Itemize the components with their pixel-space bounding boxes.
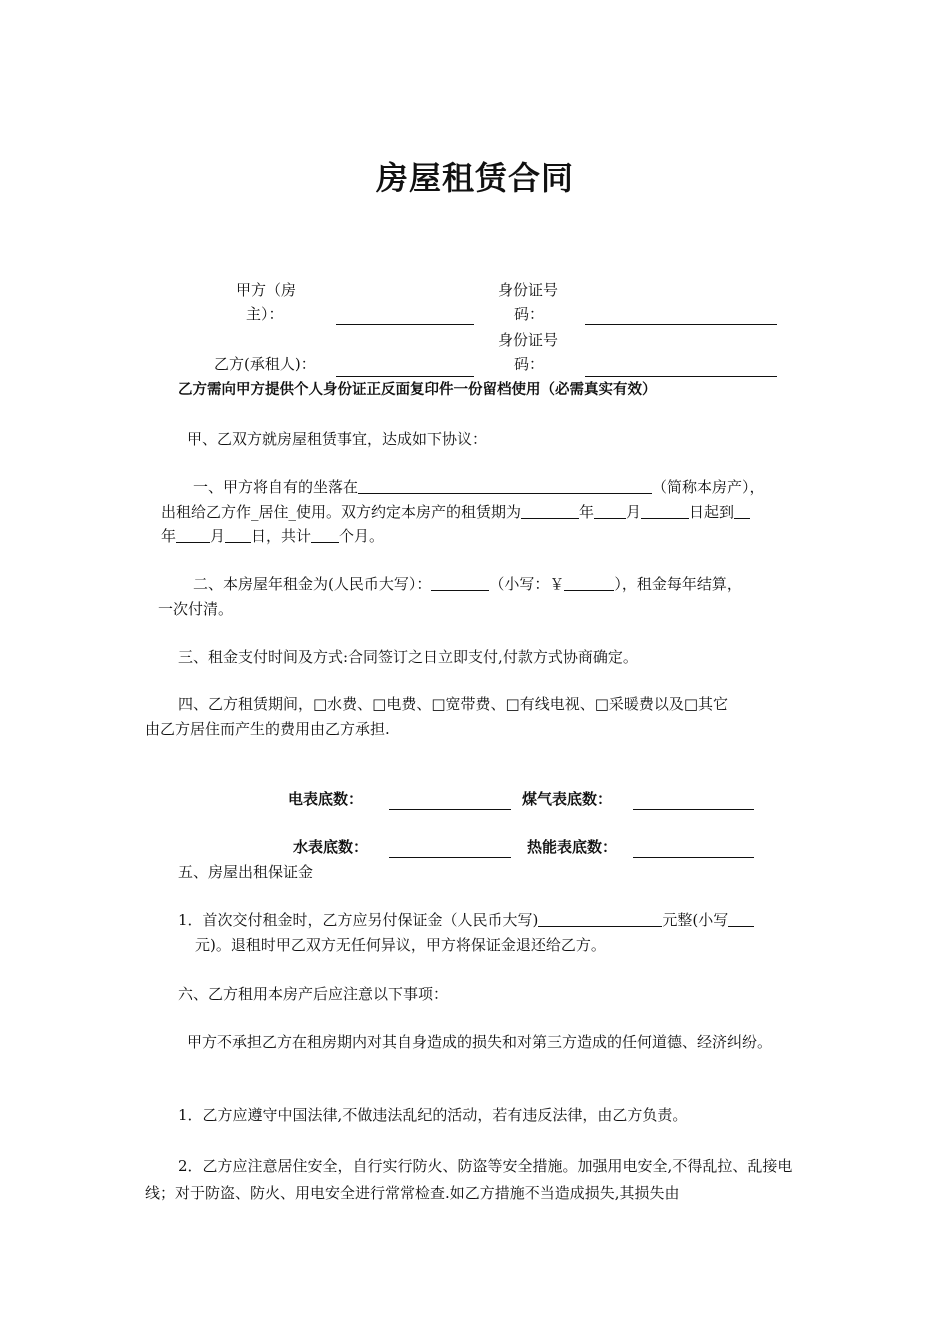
annual-rent-label: 二、本房屋年租金为(人民币大写）： [193, 575, 432, 593]
clause-5-line1 [178, 908, 754, 933]
gas-meter-label: 煤气表底数： [522, 790, 613, 808]
lease-end-month-field[interactable] [176, 526, 210, 543]
clause-6-item-1: 1．乙方应遵守中国法律,不做违法乱纪的活动，若有违反法律，由乙方负责。 [178, 1106, 688, 1124]
gas-meter-field[interactable] [633, 809, 754, 810]
deposit-uppercase-field[interactable] [538, 910, 662, 927]
rent-settlement-text: ），租金每年结算， [614, 575, 742, 593]
clause-2-line1 [193, 572, 742, 597]
clause-5-heading: 五、房屋出租保证金 [178, 863, 314, 881]
clause-5-line2: 元)。退租时甲乙双方无任何异议，甲方将保证金退还给乙方。 [195, 936, 606, 954]
party-b-name-field[interactable] [336, 376, 474, 377]
clause-1-text-c: 出租给乙方作_居住_使用。双方约定本房产的租赁期为 [161, 503, 522, 521]
lease-start-day-field[interactable] [641, 502, 689, 519]
water-meter-field[interactable] [389, 857, 511, 858]
id-number-b-label-line2: 码： [514, 355, 545, 373]
party-a-label-line1: 甲方（房 [236, 281, 297, 299]
from-to-label: 日起到 [689, 503, 735, 521]
rent-lowercase-label: （小写：￥ [489, 575, 565, 593]
clause-6-item-2: 2．乙方应注意居住安全，自行实行防火、防盗等安全措施。加强用电安全,不得乱拉、乱接电线；对于防盗、防火、用电安全进行常常检查.如乙方措施不当造成损失,其损失由 [145, 1157, 793, 1202]
clause-6-heading: 六、乙方租用本房产后应注意以下事项： [178, 985, 449, 1003]
clause-1-text-b: （简称本房产）， [652, 478, 765, 496]
lease-end-day-field[interactable] [225, 526, 251, 543]
clause-3: 三、租金支付时间及方式:合同签订之日立即支付,付款方式协商确定。 [178, 648, 638, 666]
party-a-name-field[interactable] [336, 324, 474, 325]
intro-paragraph: 甲、乙双方就房屋租赁事宜，达成如下协议： [187, 430, 488, 448]
party-a-label-line2: 主）： [246, 305, 284, 323]
year-label: 年 [579, 503, 595, 521]
id-copy-notice: 乙方需向甲方提供个人身份证正反面复印件一份留档使用（必需真实有效） [178, 382, 657, 398]
clause-1-line2 [161, 500, 750, 525]
electric-meter-field[interactable] [389, 809, 511, 810]
lease-months-field[interactable] [311, 526, 339, 543]
deposit-text: 1．首次交付租金时，乙方应另付保证金（人民币大写) [178, 911, 539, 929]
total-label: 日，共计 [251, 527, 312, 545]
deposit-lowercase-field[interactable] [728, 910, 754, 927]
property-address-field[interactable] [358, 477, 652, 494]
clause-1-line3 [161, 524, 384, 549]
clause-4-line1: 四、乙方租赁期间，□水费、□电费、□宽带费、□有线电视、□采暖费以及□其它 [178, 695, 729, 713]
water-meter-label: 水表底数： [293, 838, 369, 856]
heat-meter-label: 热能表底数： [527, 838, 618, 856]
rent-uppercase-field[interactable] [431, 574, 489, 591]
lease-start-year-field[interactable] [521, 502, 579, 519]
months-label: 个月。 [339, 527, 385, 545]
lease-start-month-field[interactable] [594, 502, 626, 519]
id-number-b-label-line1: 身份证号 [498, 331, 559, 349]
clause-6-disclaimer: 甲方不承担乙方在租房期内对其自身造成的损失和对第三方造成的任何道德、经济纠纷。 [187, 1033, 773, 1051]
electric-meter-label: 电表底数： [288, 790, 364, 808]
month-label: 月 [210, 527, 226, 545]
party-a-id-field[interactable] [585, 324, 777, 325]
page-title: 房屋租赁合同 [375, 159, 574, 197]
clause-4-line2: 由乙方居住而产生的费用由乙方承担. [145, 720, 390, 738]
year-label: 年 [161, 527, 177, 545]
id-number-label-line1: 身份证号 [498, 281, 559, 299]
lease-end-year-field[interactable] [734, 502, 750, 519]
clause-1-text-a: 一、甲方将自有的坐落在 [193, 478, 359, 496]
clause-1-line1 [193, 475, 765, 500]
heat-meter-field[interactable] [633, 857, 754, 858]
month-label: 月 [626, 503, 642, 521]
party-b-label: 乙方(承租人)： [214, 355, 316, 373]
party-b-id-field[interactable] [585, 376, 777, 377]
id-number-label-line2: 码： [514, 305, 545, 323]
deposit-lowercase-label: 元整(小写 [662, 911, 729, 929]
rent-lowercase-field[interactable] [564, 574, 614, 591]
clause-2-line2: 一次付清。 [158, 600, 234, 618]
